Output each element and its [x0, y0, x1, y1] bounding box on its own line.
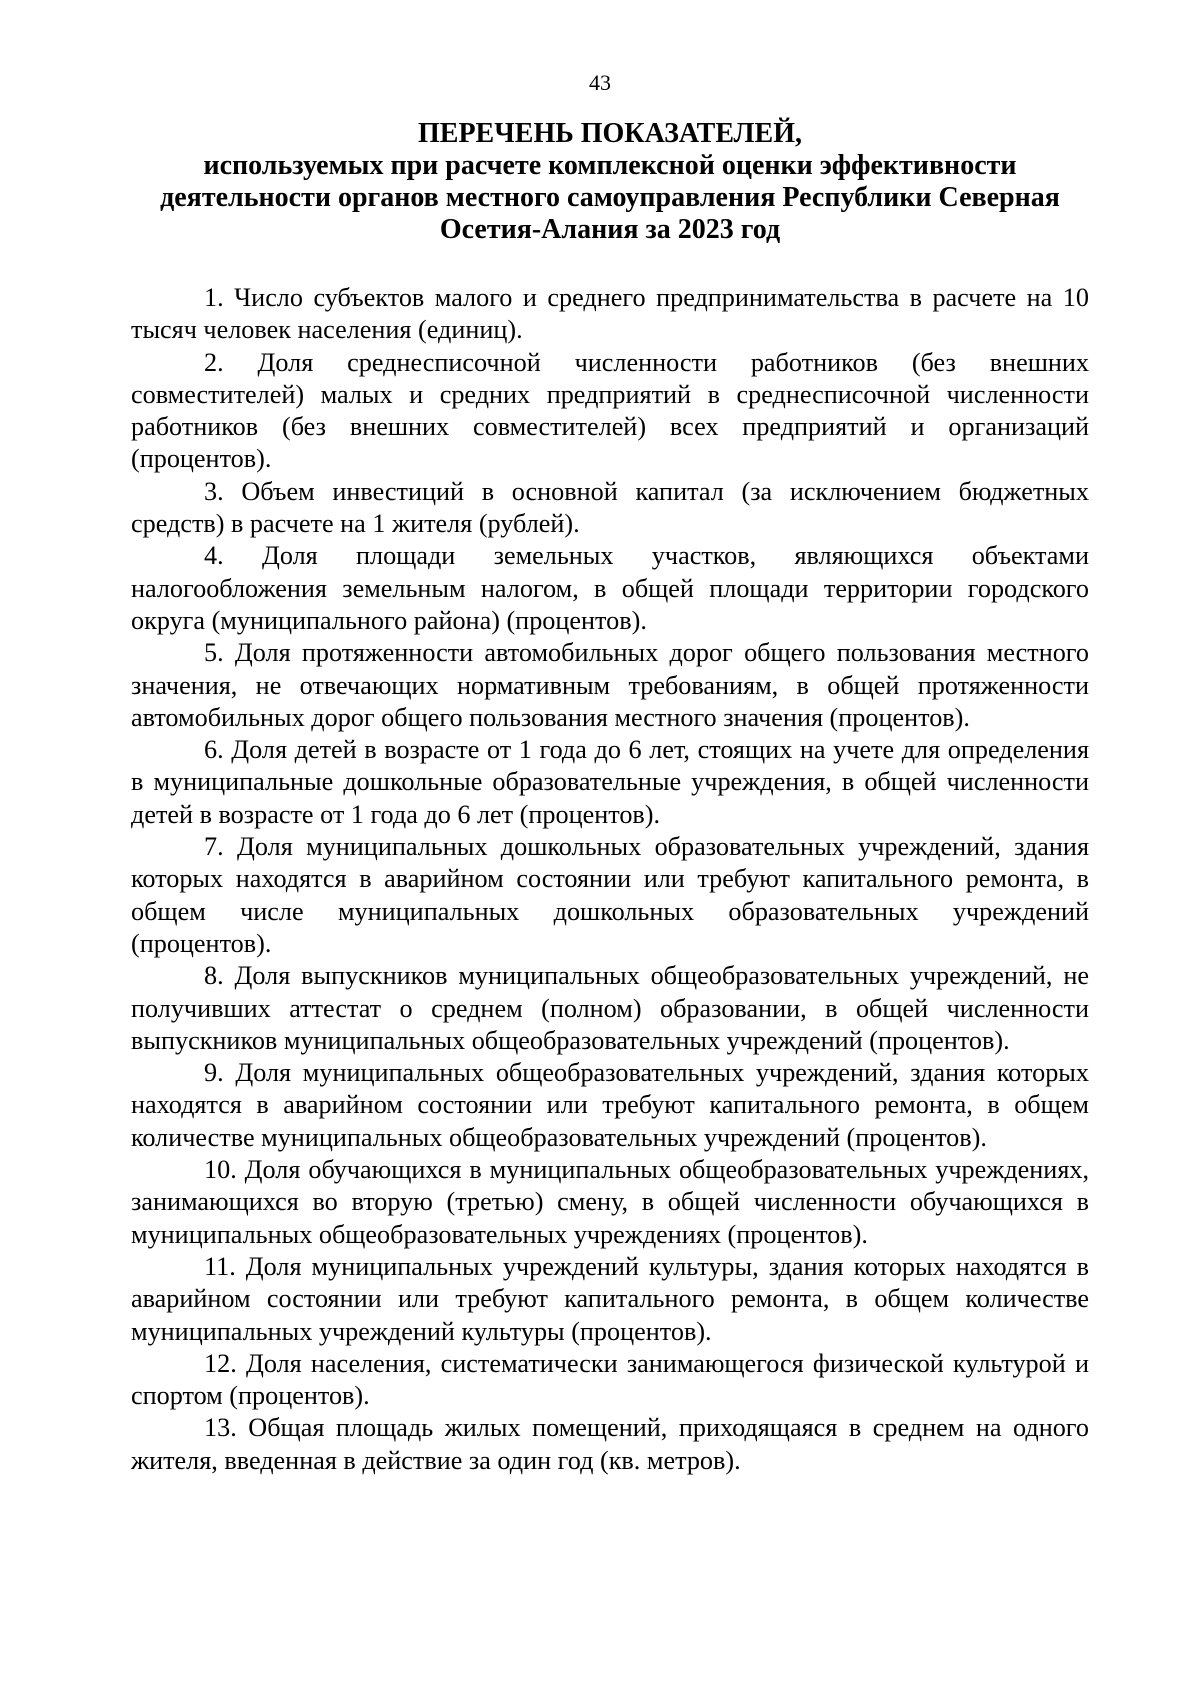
- title-line-4: Осетия-Алания за 2023 год: [439, 214, 781, 245]
- title-line-1: ПЕРЕЧЕНЬ ПОКАЗАТЕЛЕЙ,: [418, 118, 802, 149]
- indicator-list: [131, 282, 1089, 1477]
- list-item: 10. Доля обучающихся в муниципальных общеобразовательных учреждениях, занимающихся во вторую (третью) смену, в общей численности обучающихся в муниципальных общеобразовательных учреждениях (процентов).: [131, 1155, 1089, 1249]
- list-item: 6. Доля детей в возрасте от 1 года до 6 лет, стоящих на учете для определения в муниципальные дошкольные образовательные учреждения, в общей численности детей в возрасте от 1 года до 6 лет (процентов).: [131, 735, 1089, 829]
- list-item: 5. Доля протяженности автомобильных дорог общего пользования местного значения, не отвечающих нормативным требованиям, в общей протяженности автомобильных дорог общего пользования местного значения (процентов).: [131, 638, 1089, 732]
- list-item: 8. Доля выпускников муниципальных общеобразовательных учреждений, не получивших аттестат о среднем (полном) образовании, в общей численности выпускников муниципальных общеобразовательных учреждений (процентов).: [131, 961, 1089, 1055]
- list-item: 2. Доля среднесписочной численности работников (без внешних совместителей) малых и средних предприятий в среднесписочной численности работников (без внешних совместителей) всех предприятий и организаций (процентов).: [131, 347, 1089, 474]
- list-item: 12. Доля населения, систематически занимающегося физической культурой и спортом (процентов).: [131, 1348, 1089, 1411]
- title-line-3: деятельности органов местного самоуправления Республики Северная: [160, 182, 1060, 213]
- list-item: 3. Объем инвестиций в основной капитал (за исключением бюджетных средств) в расчете на 1 жителя (рублей).: [131, 476, 1089, 539]
- page-number: 43: [589, 70, 611, 95]
- list-item: 1. Число субъектов малого и среднего предпринимательства в расчете на 10 тысяч человек населения (единиц).: [131, 283, 1089, 345]
- list-item: 9. Доля муниципальных общеобразовательных учреждений, здания которых находятся в аварийном состоянии или требуют капитального ремонта, в общем количестве муниципальных общеобразовательных учреждений (процентов).: [131, 1058, 1089, 1152]
- list-item: 13. Общая площадь жилых помещений, приходящаяся в среднем на одного жителя, введенная в действие за один год (кв. метров).: [131, 1413, 1089, 1475]
- list-item: 4. Доля площади земельных участков, являющихся объектами налогообложения земельным налогом, в общей площади территории городского округа (муниципального района) (процентов).: [131, 541, 1089, 635]
- title-line-2: используемых при расчете комплексной оценки эффективности: [203, 150, 1017, 181]
- list-item: 7. Доля муниципальных дошкольных образовательных учреждений, здания которых находятся в аварийном состоянии или требуют капитального ремонта, в общем числе муниципальных дошкольных образовательных учреждений (процентов).: [131, 832, 1089, 958]
- document-title: [130, 118, 1090, 246]
- list-item: 11. Доля муниципальных учреждений культуры, здания которых находятся в аварийном состоянии или требуют капитального ремонта, в общем количестве муниципальных учреждений культуры (процентов).: [131, 1251, 1089, 1346]
